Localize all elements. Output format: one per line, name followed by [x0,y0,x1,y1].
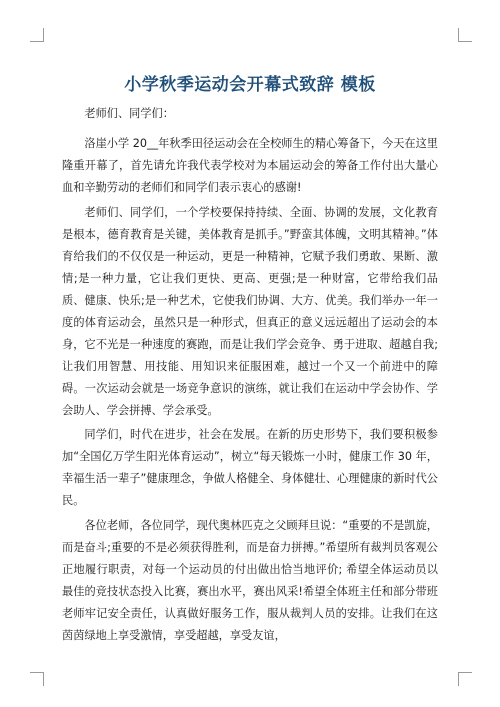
salutation-paragraph: 老师们、同学们： [84,107,174,120]
sports-spirit-paragraph: 老师们、同学们，一个学校要保持持续、全面、协调的发展，文化教育是根本，德育教育是关键，美体教育是抓手。”野蛮其体魄，文明其精神。”体育给我们的不仅仅是一种运动，更是一种精神，它赋予我们勇敢、果断、激情;是一种力量，它让我们更快、更高、更强;是一种财富，它带给我们品质、健康、快乐;是一种艺术，它使我们协调、大方、优美。我们举办一年一度的体育运动会，虽然只是一种形式，但真正的意义远远超出了运动会的本身，它不光是一种速度的赛跑，而是让我们学会竞争、勇于进取、超越自我;让我们用智慧、用技能、用知识来征服困难，越过一个又一个前进中的障碍。一次运动会就是一场竞争意识的演练，就让我们在运动中学会协作、学会助人、学会拼搏、学会承受。 [62,205,438,417]
document-body [62,103,438,649]
closing-wishes-paragraph: 各位老师，各位同学，现代奥林匹克之父顾拜旦说：“重要的不是凯旋，而是奋斗;重要的不是必须获得胜利，而是奋力拼搏。”希望所有裁判员客观公正地履行职责，对每一个运动员的付出做出恰当地评价; 希望全体运动员以最佳的竞技状态投入比赛，赛出水平，赛出风采!希望全体班主任和部分带班老师牢记安全责任，认真做好服务工作，服从裁判人员的安排。让我们在这茵茵绿地上享受激情，享受超越，享受友谊， [62,518,438,642]
opening-paragraph: 洛崖小学 20__年秋季田径运动会在全校师生的精心筹备下，今天在这里隆重开幕了，首先请允许我代表学校对为本届运动会的筹备工作付出大量心血和辛勤劳动的老师们和同学们表示衷心的感谢! [62,137,438,194]
crop-mark-bottom-left [30,672,44,686]
sunshine-sports-paragraph: 同学们，时代在进步，社会在发展。在新的历史形势下，我们要积极参加“全国亿万学生阳光体育运动”，树立“每天锻炼一小时，健康工作 30 年，幸福生活一辈子”健康理念，争做人格健全、身体健壮、心理健康的新时代公民。 [62,428,438,507]
crop-mark-top-left [30,28,44,42]
crop-mark-bottom-right [458,672,472,686]
document-title: 小学秋季运动会开幕式致辞 模板 [124,75,376,96]
crop-mark-top-right [458,28,472,42]
